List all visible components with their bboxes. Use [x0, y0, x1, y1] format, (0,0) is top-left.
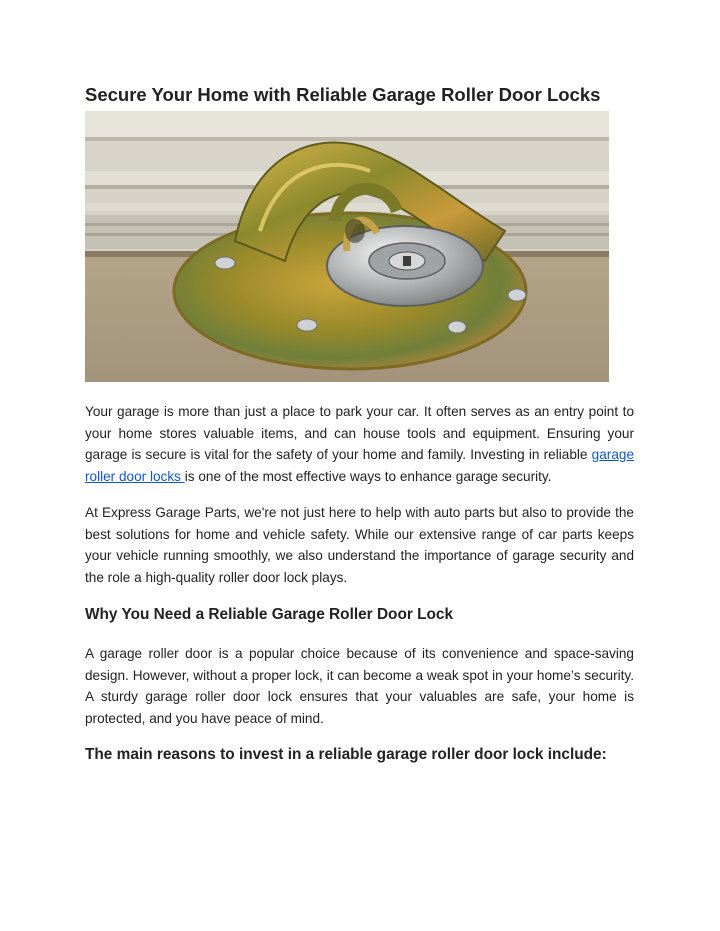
why-heading: Why You Need a Reliable Garage Roller Door Lock — [85, 606, 454, 623]
intro-paragraph — [85, 401, 634, 487]
page-title: Secure Your Home with Reliable Garage Roller Door Locks — [85, 84, 601, 105]
reasons-heading: The main reasons to invest in a reliable garage roller door lock include: — [85, 746, 607, 763]
intro-text: Your garage is more than just a place to park your car. It often serves as an entry point to your home stores valuable items, and can house tools and equipment. Ensuring your garage is secure is vital for the safety of your home and family. Investing in reliable — [85, 404, 634, 462]
why-paragraph: A garage roller door is a popular choice because of its convenience and space-saving design. However, without a proper lock, it can become a weak spot in your home’s security. A sturdy garage roller door lock ensures that your valuables are safe, your home is protected, and you have peace of mind. — [85, 646, 634, 726]
garage-lock-photo — [85, 111, 609, 382]
garage-roller-door-locks-link[interactable]: garage roller door locks — [85, 447, 634, 484]
garage-roller-door-lock-icon — [85, 111, 609, 382]
company-paragraph: At Express Garage Parts, we're not just here to help with auto parts but also to provide the best solutions for home and vehicle safety. While our extensive range of car parts keeps your vehicle running smoothly, we also understand the importance of garage security and the role a high-quality roller door lock plays. — [85, 505, 634, 585]
intro-text-end: is one of the most effective ways to enhance garage security. — [184, 468, 552, 484]
